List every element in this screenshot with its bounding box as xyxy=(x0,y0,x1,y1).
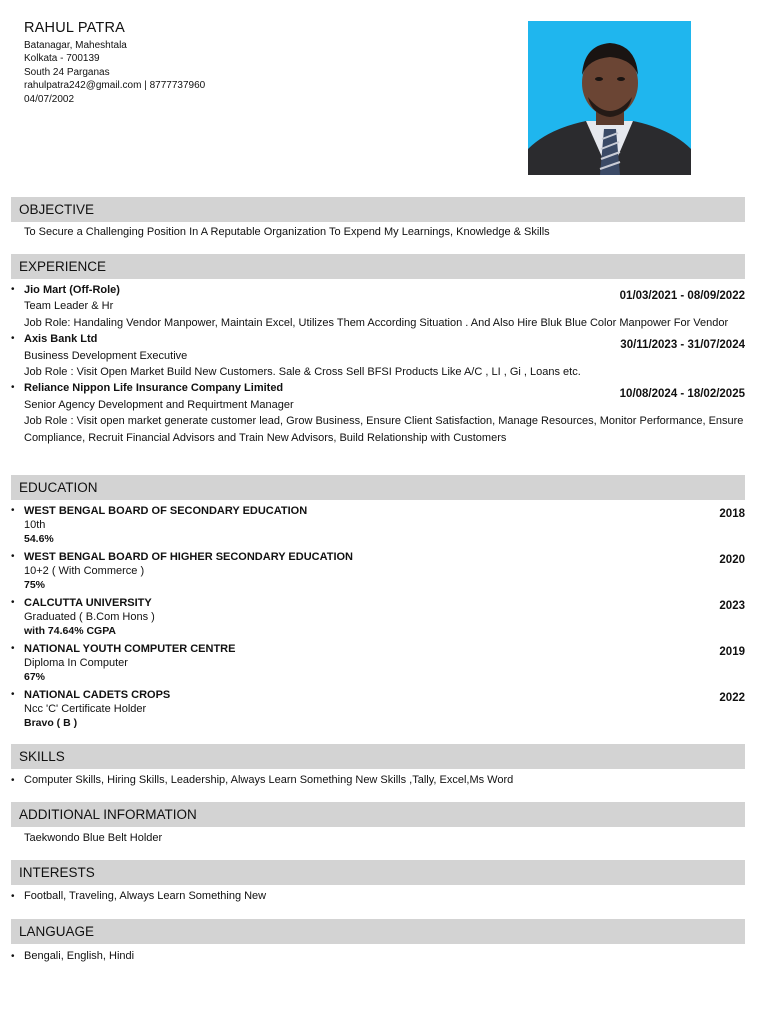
education-list xyxy=(10,504,745,734)
portrait-graphic xyxy=(528,21,691,175)
experience-item xyxy=(10,380,745,446)
objective-text: To Secure a Challenging Position In A Reputable Organization To Expend My Learnings, Knowledge & Skills xyxy=(24,226,550,238)
additional-info-text: Taekwondo Blue Belt Holder xyxy=(24,832,163,844)
education-year: 2019 xyxy=(719,646,745,658)
address-line: South 24 Parganas xyxy=(24,66,110,78)
education-detail: Ncc 'C' Certificate Holder xyxy=(24,703,147,715)
interests-list xyxy=(10,889,745,904)
contact-details xyxy=(24,39,504,106)
additional-info-heading: ADDITIONAL INFORMATION xyxy=(11,802,745,827)
address-line: Kolkata - 700139 xyxy=(24,53,100,65)
experience-description: Job Role: Handaling Vendor Manpower, Maintain Excel, Utilizes Them According Situation . And Also Hire Bluk Blue Color Manpower For Vendor xyxy=(24,316,729,329)
education-item xyxy=(10,688,745,734)
education-detail: 10th xyxy=(24,519,46,531)
education-year: 2020 xyxy=(719,554,745,566)
experience-description: Job Role : Visit open market generate customer lead, Grow Business, Ensure Client Satisfaction, Manage Resources, Monitor Performance, Ensure Compliance, Recruit Financial Advisors and Train New Advisors, Build Relationship with Customers xyxy=(24,415,744,444)
education-year: 2018 xyxy=(719,508,745,520)
experience-company: • Reliance Nippon Life Insurance Company Limited xyxy=(24,382,284,395)
profile-photo xyxy=(528,21,691,175)
interests-item: • Football, Traveling, Always Learn Something New xyxy=(10,889,745,904)
education-result: Bravo ( B ) xyxy=(24,717,78,729)
education-institution: • CALCUTTA UNIVERSITY xyxy=(24,597,152,609)
experience-item xyxy=(10,331,745,380)
education-detail: 10+2 ( With Commerce ) xyxy=(24,565,145,577)
language-item: • Bengali, English, Hindi xyxy=(10,949,745,964)
experience-heading: EXPERIENCE xyxy=(11,254,745,279)
interests-heading: INTERESTS xyxy=(11,860,745,885)
experience-list xyxy=(10,282,745,446)
experience-role: Team Leader & Hr xyxy=(24,300,114,313)
email-phone-line: rahulpatra242@gmail.com | 8777737960 xyxy=(24,80,206,92)
education-item xyxy=(10,504,745,550)
education-item xyxy=(10,642,745,688)
education-detail: Graduated ( B.Com Hons ) xyxy=(24,611,155,623)
experience-dates: 10/08/2024 - 18/02/2025 xyxy=(619,388,745,401)
education-item xyxy=(10,550,745,596)
experience-description: Job Role : Visit Open Market Build New Customers. Sale & Cross Sell BFSI Products Like A/C , LI , Gi , Loans etc. xyxy=(24,366,581,379)
candidate-name: RAHUL PATRA xyxy=(24,20,126,36)
address-line: Batanagar, Maheshtala xyxy=(24,40,127,51)
education-institution: • NATIONAL CADETS CROPS xyxy=(24,689,171,701)
language-heading: LANGUAGE xyxy=(11,919,745,944)
education-heading: EDUCATION xyxy=(11,475,745,500)
education-year: 2023 xyxy=(719,600,745,612)
education-institution: • NATIONAL YOUTH COMPUTER CENTRE xyxy=(24,643,236,655)
skills-item: • Computer Skills, Hiring Skills, Leadership, Always Learn Something New Skills ,Tally, Excel,Ms Word xyxy=(10,773,745,788)
experience-company: • Axis Bank Ltd xyxy=(24,333,98,346)
education-detail: Diploma In Computer xyxy=(24,657,128,669)
experience-role: Senior Agency Development and Requirtment Manager xyxy=(24,398,294,411)
education-institution: • WEST BENGAL BOARD OF HIGHER SECONDARY EDUCATION xyxy=(24,551,353,563)
education-item xyxy=(10,596,745,642)
education-result: with 74.64% CGPA xyxy=(24,625,116,637)
language-list xyxy=(10,949,745,964)
objective-heading: OBJECTIVE xyxy=(11,197,745,222)
skills-heading: SKILLS xyxy=(11,744,745,769)
education-result: 75% xyxy=(24,579,46,591)
experience-company: • Jio Mart (Off-Role) xyxy=(24,284,120,296)
education-year: 2022 xyxy=(719,692,745,704)
education-result: 54.6% xyxy=(24,533,54,545)
education-result: 67% xyxy=(24,671,46,683)
experience-dates: 30/11/2023 - 31/07/2024 xyxy=(620,339,745,352)
experience-item xyxy=(10,282,745,331)
date-of-birth: 04/07/2002 xyxy=(24,93,75,105)
resume-header xyxy=(24,20,504,106)
experience-dates: 01/03/2021 - 08/09/2022 xyxy=(619,290,745,302)
skills-list xyxy=(10,773,745,788)
experience-role: Business Development Executive xyxy=(24,349,188,362)
education-institution: • WEST BENGAL BOARD OF SECONDARY EDUCATION xyxy=(24,505,308,517)
